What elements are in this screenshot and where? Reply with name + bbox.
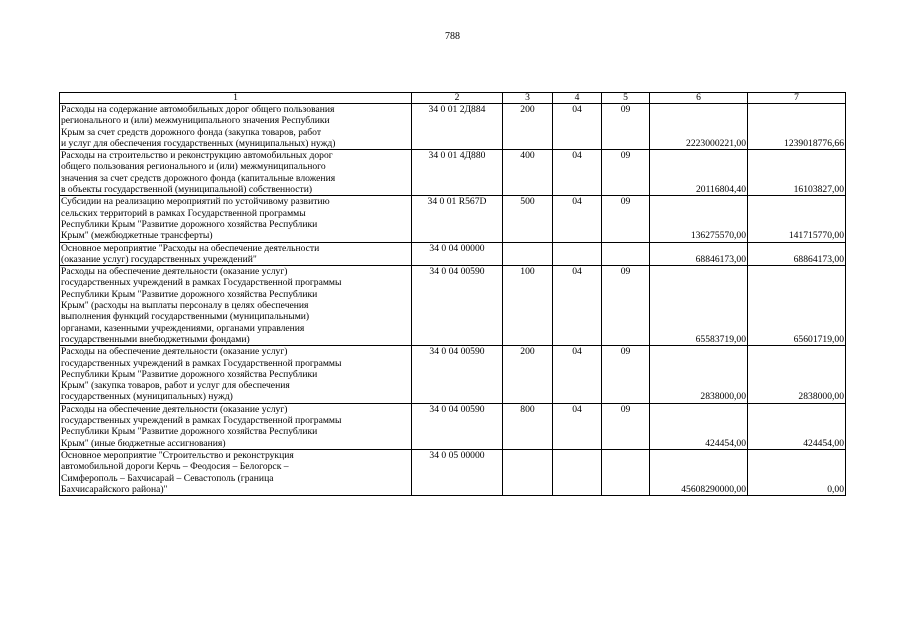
expense-name-line: Республики Крым "Развитие дорожного хозяйства Республики: [61, 218, 318, 230]
table-header-row: [60, 93, 846, 104]
expense-name-line: Крым" (межбюджетные трансферты): [61, 230, 213, 242]
expense-type-cell: 400: [503, 150, 553, 196]
expense-name-line: Основное мероприятие "Строительство и реконструкция: [61, 449, 294, 461]
amount-year-2-cell: 424454,00: [748, 403, 846, 449]
expense-type-cell: 100: [503, 266, 553, 346]
table-row: [60, 104, 846, 150]
expense-type-cell: [503, 449, 553, 495]
section-cell: 04: [553, 266, 602, 346]
budget-code-cell: 34 0 04 00590: [412, 266, 503, 346]
expense-name-cell: [60, 266, 412, 346]
expense-name-line: государственных учреждений в рамках Государственной программы: [61, 357, 342, 369]
subsection-cell: 09: [602, 403, 650, 449]
expense-name-line: Симферополь – Бахчисарай – Севастополь (граница: [61, 472, 274, 484]
subsection-cell: 09: [602, 150, 650, 196]
expense-name-line: регионального и (или) межмуниципального значения Республики: [61, 115, 330, 127]
table-row: [60, 196, 846, 242]
table-row: [60, 242, 846, 266]
section-cell: 04: [553, 104, 602, 150]
amount-year-1-cell: 136275570,00: [650, 196, 748, 242]
amount-year-2-cell: 68864173,00: [748, 242, 846, 266]
expense-name-line: (оказание услуг) государственных учреждений": [61, 253, 257, 265]
section-cell: 04: [553, 196, 602, 242]
expense-name-line: государственных учреждений в рамках Государственной программы: [61, 415, 342, 427]
table-row: [60, 449, 846, 495]
expense-name-line: Республики Крым "Развитие дорожного хозяйства Республики: [61, 368, 318, 380]
expense-name-line: Расходы на обеспечение деятельности (оказание услуг): [61, 266, 288, 278]
subsection-cell: [602, 449, 650, 495]
expense-name-line: Основное мероприятие "Расходы на обеспечение деятельности: [61, 242, 320, 254]
expense-name-line: значения за счет средств дорожного фонда (капитальные вложения: [61, 172, 336, 184]
expense-name-line: выполнения функций государственными (муниципальными): [61, 311, 310, 323]
amount-year-1-cell: 65583719,00: [650, 266, 748, 346]
expense-type-cell: 500: [503, 196, 553, 242]
expense-type-cell: [503, 242, 553, 266]
budget-code-cell: 34 0 04 00590: [412, 346, 503, 403]
expense-type-cell: 200: [503, 104, 553, 150]
amount-year-1-cell: 45608290000,00: [650, 449, 748, 495]
table-row: [60, 346, 846, 403]
budget-code-cell: 34 0 05 00000: [412, 449, 503, 495]
expense-name-line: Республики Крым "Развитие дорожного хозяйства Республики: [61, 426, 318, 438]
table-row: [60, 150, 846, 196]
header-col-4: 4: [553, 93, 602, 104]
expense-name-line: Крым" (иные бюджетные ассигнования): [61, 437, 226, 449]
expense-name-cell: [60, 242, 412, 266]
expense-name-line: в объекты государственной (муниципальной) собственности): [61, 184, 313, 196]
header-col-3: 3: [503, 93, 553, 104]
table-body: [60, 93, 846, 496]
expense-name-cell: [60, 150, 412, 196]
expense-name-line: автомобильной дороги Керчь – Феодосия – Белогорск –: [61, 461, 289, 473]
budget-table: [59, 92, 846, 496]
amount-year-2-cell: 1239018776,66: [748, 104, 846, 150]
section-cell: 04: [553, 403, 602, 449]
table-row: [60, 403, 846, 449]
header-col-7: 7: [748, 93, 846, 104]
amount-year-2-cell: 65601719,00: [748, 266, 846, 346]
amount-year-1-cell: 2223000221,00: [650, 104, 748, 150]
amount-year-1-cell: 68846173,00: [650, 242, 748, 266]
subsection-cell: 09: [602, 104, 650, 150]
amount-year-1-cell: 424454,00: [650, 403, 748, 449]
header-col-6: 6: [650, 93, 748, 104]
expense-name-line: Крым" (закупка товаров, работ и услуг для обеспечения: [61, 380, 290, 392]
expense-name-line: Субсидии на реализацию мероприятий по устойчивому развитию: [61, 196, 330, 208]
page-number: 788: [445, 31, 460, 42]
expense-type-cell: 200: [503, 346, 553, 403]
expense-name-cell: [60, 104, 412, 150]
subsection-cell: 09: [602, 266, 650, 346]
expense-name-cell: [60, 449, 412, 495]
budget-code-cell: 34 0 01 4Д880: [412, 150, 503, 196]
expense-name-line: государственных учреждений в рамках Государственной программы: [61, 277, 342, 289]
budget-code-cell: 34 0 04 00590: [412, 403, 503, 449]
amount-year-2-cell: 141715770,00: [748, 196, 846, 242]
expense-name-line: органами, казенными учреждениями, органами управления: [61, 322, 305, 334]
amount-year-2-cell: 0,00: [748, 449, 846, 495]
expense-type-cell: 800: [503, 403, 553, 449]
expense-name-line: Расходы на строительство и реконструкцию автомобильных дорог: [61, 150, 333, 162]
expense-name-line: Крым" (расходы на выплаты персоналу в целях обеспечения: [61, 300, 309, 312]
expense-name-line: Расходы на содержание автомобильных дорог общего пользования: [61, 104, 335, 115]
section-cell: 04: [553, 150, 602, 196]
expense-name-line: государственных (муниципальных) нужд): [61, 391, 233, 403]
section-cell: 04: [553, 346, 602, 403]
expense-name-line: Бахчисарайского района)": [61, 483, 168, 495]
expense-name-cell: [60, 403, 412, 449]
budget-code-cell: 34 0 01 2Д884: [412, 104, 503, 150]
expense-name-line: общего пользования регионального и (или) межмуниципального: [61, 161, 326, 173]
header-col-1: 1: [60, 93, 412, 104]
expense-name-line: государственными внебюджетными фондами): [61, 333, 250, 345]
section-cell: [553, 242, 602, 266]
amount-year-1-cell: 20116804,40: [650, 150, 748, 196]
header-col-5: 5: [602, 93, 650, 104]
expense-name-line: Республики Крым "Развитие дорожного хозяйства Республики: [61, 288, 318, 300]
budget-code-cell: 34 0 01 R567D: [412, 196, 503, 242]
amount-year-2-cell: 2838000,00: [748, 346, 846, 403]
expense-name-line: Крым за счет средств дорожного фонда (закупка товаров, работ: [61, 126, 322, 138]
expense-name-cell: [60, 346, 412, 403]
subsection-cell: 09: [602, 346, 650, 403]
budget-code-cell: 34 0 04 00000: [412, 242, 503, 266]
subsection-cell: [602, 242, 650, 266]
section-cell: [553, 449, 602, 495]
table-row: [60, 266, 846, 346]
header-col-2: 2: [412, 93, 503, 104]
expense-name-line: Расходы на обеспечение деятельности (оказание услуг): [61, 346, 288, 358]
expense-name-line: Расходы на обеспечение деятельности (оказание услуг): [61, 403, 288, 415]
expense-name-line: сельских территорий в рамках Государственной программы: [61, 207, 306, 219]
subsection-cell: 09: [602, 196, 650, 242]
expense-name-cell: [60, 196, 412, 242]
amount-year-1-cell: 2838000,00: [650, 346, 748, 403]
expense-name-line: и услуг для обеспечения государственных (муниципальных) нужд): [61, 137, 336, 149]
amount-year-2-cell: 16103827,00: [748, 150, 846, 196]
